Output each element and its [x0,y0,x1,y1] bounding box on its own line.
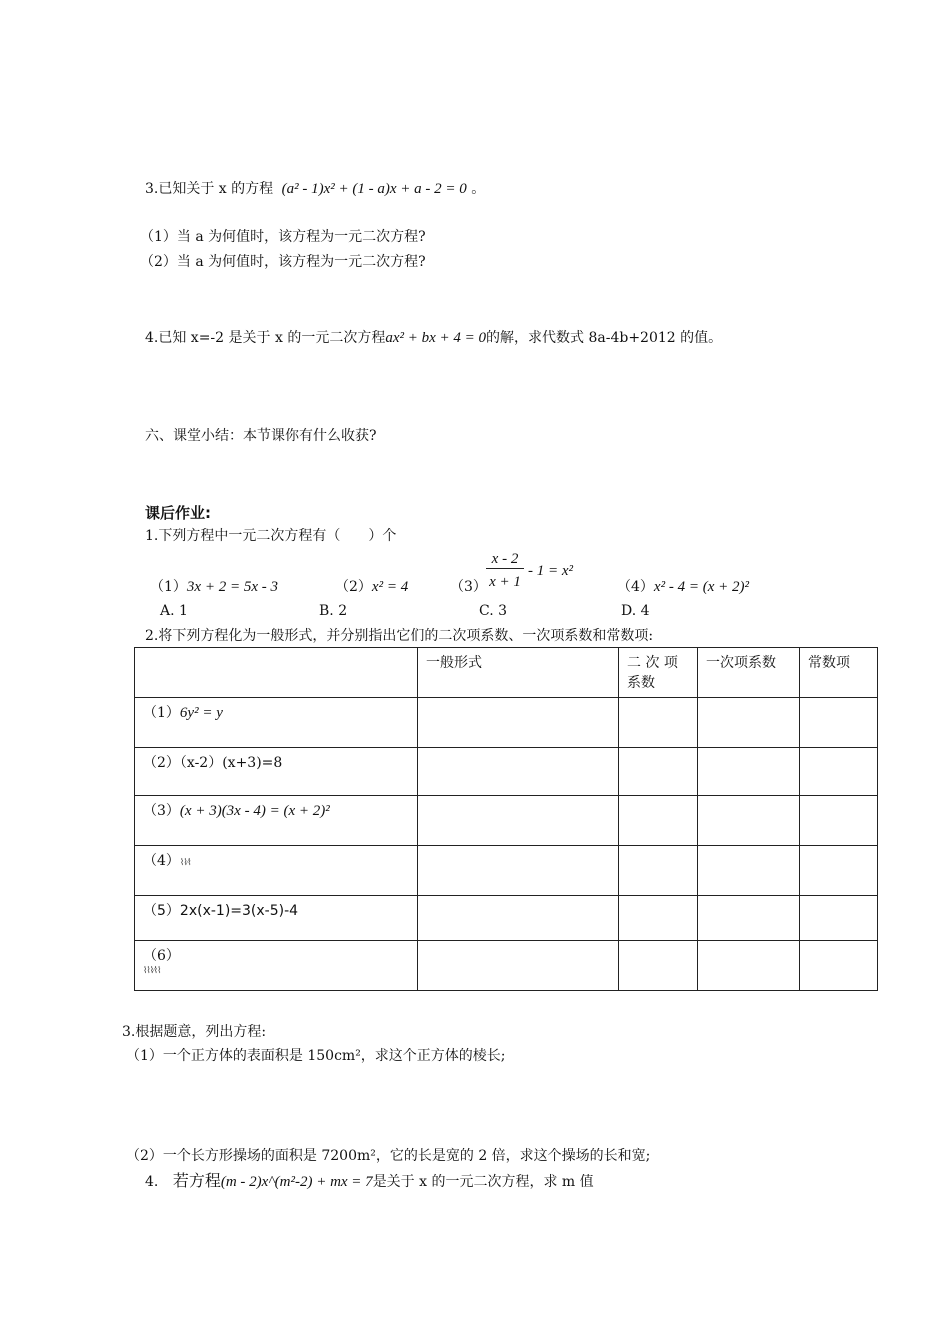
row-equation-cell [135,941,418,991]
answer-cell [698,748,800,796]
answer-cell [800,698,878,748]
q4-line [145,329,722,347]
answer-cell [619,698,698,748]
answer-cell [418,748,619,796]
choice-c: C. 3 [479,603,508,619]
q3-line [145,180,485,198]
table-header-cell: 常数项 [800,648,878,698]
table-header-row [135,648,878,698]
q3-equation: (a² - 1)x² + (1 - a)x + a - 2 = 0 [281,181,467,197]
p4-post: 是关于 x 的一元二次方程，求 m 值 [372,1174,594,1190]
answer-cell [418,846,619,896]
option-1-label: （1） [150,579,187,595]
choice-b: B. 2 [319,603,348,619]
answer-cell [418,941,619,991]
row-equation: 2x(x-1)=3(x-5)-4 [179,903,299,919]
table-header-cell [135,648,418,698]
table-row [135,748,878,796]
q3-sub2: （2）当 a 为何值时，该方程为一元二次方程? [140,254,426,270]
option-3-numerator: x - 2 [486,550,524,569]
row-equation: 6y² = y [179,705,223,721]
table-row [135,846,878,896]
hw-p1-text: 1.下列方程中一元二次方程有（ ）个 [145,528,397,544]
answer-cell [418,896,619,941]
answer-cell [619,896,698,941]
answer-cell [619,748,698,796]
row-equation-cell [135,748,418,796]
class-summary: 六、课堂小结：本节课你有什么收获? [145,428,377,444]
hw-p2-text: 2.将下列方程化为一般形式，并分别指出它们的二次项系数、一次项系数和常数项: [145,628,654,644]
hw-p4-line [145,1172,594,1191]
q4-equation: ax² + bx + 4 = 0 [385,330,487,346]
answer-cell [698,941,800,991]
row-equation-cell [135,896,418,941]
row-label: （3） [143,803,180,819]
hw-p3-text: 3.根据题意，列出方程: [122,1024,267,1040]
p4-equation: (m - 2)x^(m²-2) + mx = 7 [220,1174,373,1190]
answer-cell [418,698,619,748]
answer-cell [698,796,800,846]
answer-cell [698,846,800,896]
row-label: （1） [143,705,180,721]
option-4-equation: x² - 4 = (x + 2)² [653,579,749,595]
row-equation: （x-2）(x+3)=8 [179,755,283,771]
answer-cell [698,896,800,941]
option-2-label: （2） [335,579,372,595]
answer-cell [800,896,878,941]
answer-cell [619,846,698,896]
choice-d: D. 4 [621,603,650,619]
option-3-denominator: x + 1 [489,574,521,590]
p4-number: 4. [145,1174,159,1190]
answer-cell [619,941,698,991]
row-label: （5） [143,903,180,919]
answer-cell [800,796,878,846]
option-4-label: （4） [617,579,654,595]
hw-p1-option-4 [617,578,749,596]
option-1-equation: 3x + 2 = 5x - 3 [186,579,278,595]
answer-cell [418,796,619,846]
table-row [135,796,878,846]
garbled-equation-image: ⌇⌇⁄⌇ [179,858,191,868]
row-equation-cell [135,846,418,896]
q4-post: 的解，求代数式 8a-4b+2012 的值。 [486,330,723,346]
row-equation-cell [135,698,418,748]
hw-p3-sub2: （2）一个长方形操场的面积是 7200m²，它的长是宽的 2 倍，求这个操场的长和宽; [126,1148,651,1164]
p4-pre: 若方程 [172,1171,221,1190]
option-3-rest: - 1 = x² [528,563,574,579]
q4-pre: 4.已知 x=-2 是关于 x 的一元二次方程 [145,330,386,346]
hw-p1-option-1 [150,578,278,596]
answer-cell [800,748,878,796]
q3-sub1: （1）当 a 为何值时，该方程为一元二次方程? [140,229,426,245]
choice-a: A. 1 [160,603,188,619]
q3-text: 3.已知关于 x 的方程 [145,181,274,197]
table-header-cell: 一般形式 [418,648,619,698]
table-row [135,698,878,748]
answer-cell [619,796,698,846]
answer-cell [698,698,800,748]
option-2-equation: x² = 4 [371,579,409,595]
row-label: （4） [143,853,180,869]
homework-title: 课后作业: [145,504,211,522]
answer-cell [800,846,878,896]
table-row [135,896,878,941]
row-equation: (x + 3)(3x - 4) = (x + 2)² [179,803,330,819]
coefficient-table [134,647,878,991]
hw-p1-option-3-label: （3） [450,579,487,595]
table-row [135,941,878,991]
garbled-equation-image: ⌇⌇⌇⁄⌇⌇ [143,966,161,976]
hw-p3-sub1: （1）一个正方体的表面积是 150cm²，求这个正方体的棱长; [126,1048,506,1064]
q3-end: 。 [471,181,486,197]
row-label: （6） [143,948,180,964]
row-label: （2） [143,755,180,771]
table-header-cell: 一次项系数 [698,648,800,698]
hw-p1-option-2 [335,578,408,596]
row-equation-cell [135,796,418,846]
table-header-cell: 二 次 项 系数 [619,648,698,698]
answer-cell [800,941,878,991]
